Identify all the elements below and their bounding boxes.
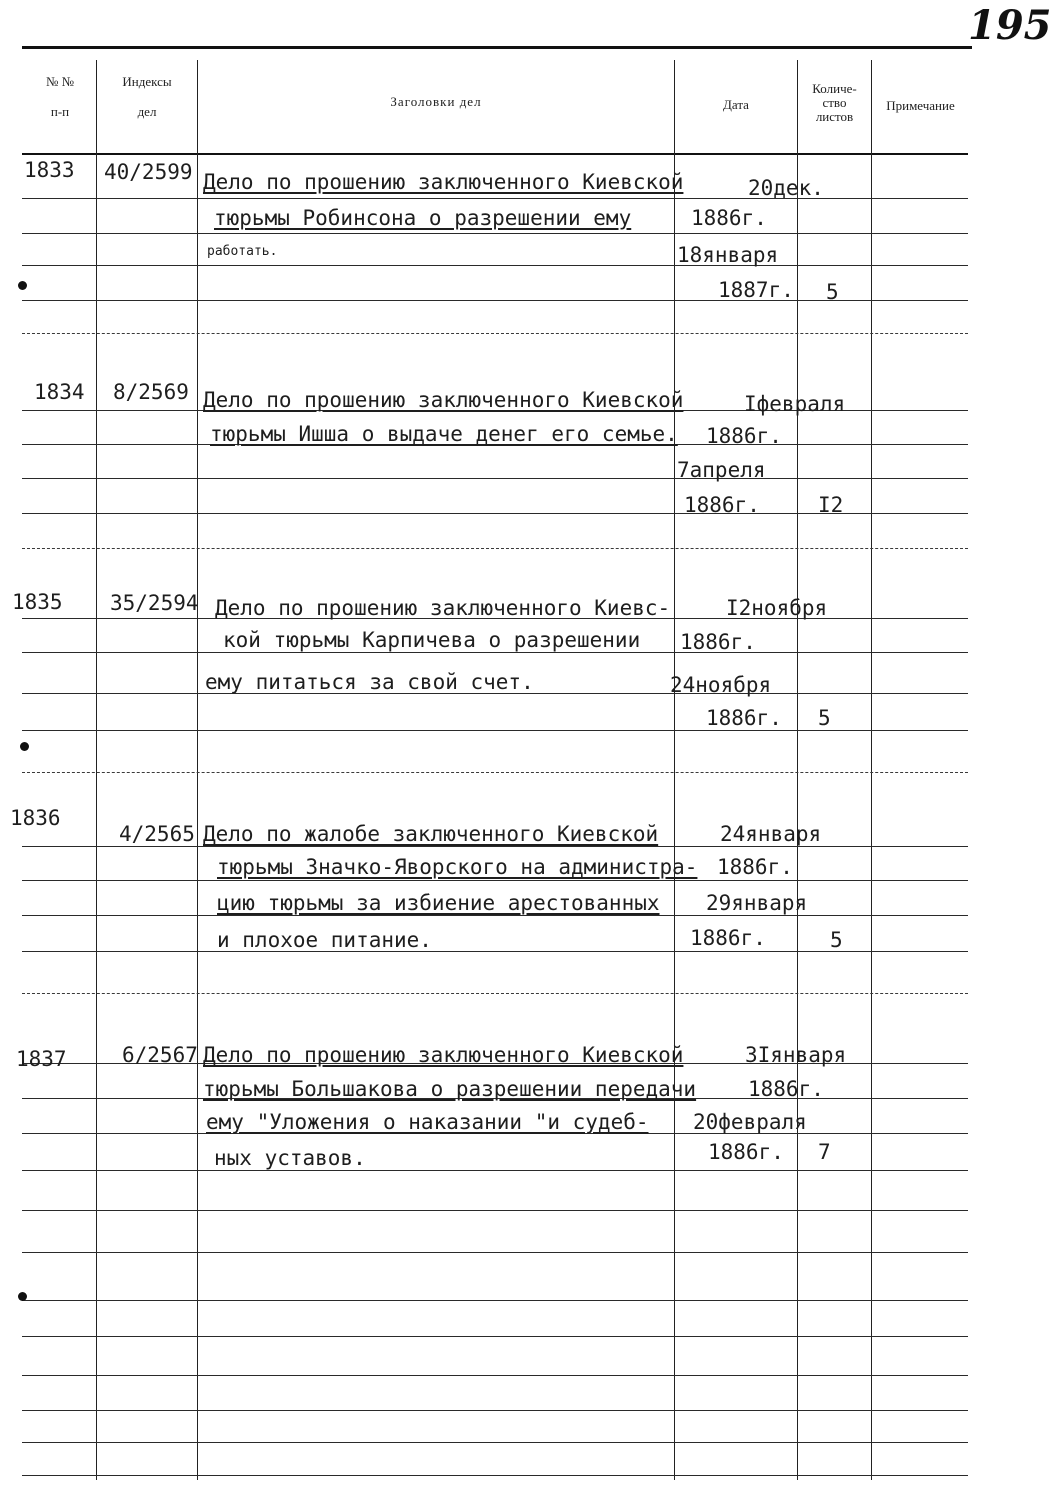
header-sheet-count: Количе- ство листов — [812, 81, 857, 124]
row-rule — [22, 1252, 968, 1253]
record-date-line: 1886г. — [691, 206, 767, 230]
row-rule — [22, 1300, 968, 1301]
record-index: 8/2569 — [113, 380, 189, 404]
row-rule — [22, 1442, 968, 1443]
record-date-line: 20дек. — [748, 176, 824, 200]
record-date-line: 1886г. — [748, 1077, 824, 1101]
row-rule — [22, 772, 968, 773]
record-date-line: 1886г. — [708, 1140, 784, 1164]
header-index: Индексы дел — [122, 74, 172, 119]
row-rule — [22, 951, 968, 952]
record-index: 40/2599 — [104, 160, 193, 184]
record-index: 4/2565 — [119, 822, 195, 846]
record-title-line: и плохое питание. — [217, 928, 432, 952]
row-rule — [22, 880, 968, 881]
row-rule — [22, 265, 968, 266]
record-date-line: Iфевраля — [744, 392, 846, 416]
record-date-line: 1886г. — [684, 493, 760, 517]
sheet-number: 195 — [968, 2, 1052, 49]
record-date-line: 20февраля — [693, 1110, 807, 1134]
record-date-line: 3Iянваря — [745, 1043, 847, 1067]
row-rule — [22, 730, 968, 731]
header-date: Дата — [723, 97, 749, 112]
binding-hole — [18, 1292, 27, 1301]
row-rule — [22, 233, 968, 234]
record-date-line: 1886г. — [717, 855, 793, 879]
record-sheet-count: 5 — [818, 706, 831, 730]
row-rule — [22, 1410, 968, 1411]
record-index: 6/2567 — [122, 1043, 198, 1067]
record-title-line: Дело по прошению заключенного Киевской — [203, 388, 684, 412]
record-number: 1837 — [16, 1047, 67, 1071]
row-rule — [22, 1375, 968, 1376]
binding-hole — [18, 281, 27, 290]
record-title-line: Дело по прошению заключенного Киевской — [203, 170, 684, 194]
header-number: № № п-п — [45, 74, 75, 119]
row-rule — [22, 1170, 968, 1171]
record-title-line: тюрьмы Значко-Яворского на администра- — [217, 855, 698, 879]
record-date-line: 29января — [706, 891, 808, 915]
record-date-line: 7апреля — [677, 458, 766, 482]
row-rule — [22, 1210, 968, 1211]
row-rule — [22, 652, 968, 653]
row-rule — [22, 198, 968, 199]
record-title-line: кой тюрьмы Карпичева о разрешении — [223, 628, 641, 652]
record-date-line: 24ноября — [670, 673, 772, 697]
record-date-line: 1886г. — [706, 706, 782, 730]
record-date-line: 18января — [677, 243, 779, 267]
row-rule — [22, 1475, 968, 1476]
top-rule — [22, 46, 972, 49]
record-sheet-count: 5 — [826, 280, 839, 304]
row-rule — [22, 993, 968, 994]
header-note: Примечание — [886, 98, 955, 113]
record-index: 35/2594 — [110, 591, 199, 615]
record-title-line: ему "Уложения о наказании "и судеб- — [206, 1110, 649, 1134]
record-title-line: Дело по жалобе заключенного Киевской — [203, 822, 659, 846]
record-title-line: тюрьмы Робинсона о разрешении ему — [214, 206, 632, 230]
row-rule — [22, 846, 968, 847]
record-title-line: работать. — [207, 244, 278, 259]
row-rule — [22, 548, 968, 549]
row-rule — [22, 333, 968, 334]
binding-hole — [20, 742, 29, 751]
record-date-line: I2ноября — [726, 596, 828, 620]
record-title-line: тюрьмы Ишша о выдаче денег его семье. — [210, 422, 678, 446]
record-title-line: Дело по прошению заключенного Киевской — [203, 1043, 684, 1067]
record-date-line: 1886г. — [690, 926, 766, 950]
record-sheet-count: I2 — [818, 493, 844, 517]
record-title-line: Дело по прошению заключенного Киевс- — [215, 596, 671, 620]
header-title: Заголовки дел — [390, 94, 482, 109]
row-rule — [22, 915, 968, 916]
column-divider — [871, 60, 872, 1480]
record-sheet-count: 7 — [818, 1140, 831, 1164]
column-divider — [197, 60, 198, 1480]
header-rule — [22, 153, 968, 155]
row-rule — [22, 478, 968, 479]
column-divider — [96, 60, 97, 1480]
column-divider — [797, 60, 798, 1480]
record-number: 1834 — [34, 380, 85, 404]
record-number: 1833 — [24, 158, 75, 182]
record-date-line: 1886г. — [680, 630, 756, 654]
record-title-line: тюрьмы Большакова о разрешении передачи — [203, 1077, 697, 1101]
column-divider — [674, 60, 675, 1480]
record-date-line: 1886г. — [706, 424, 782, 448]
record-number: 1835 — [12, 590, 63, 614]
row-rule — [22, 1336, 968, 1337]
record-date-line: 24января — [720, 822, 822, 846]
record-title-line: цию тюрьмы за избиение арестованных — [217, 891, 660, 915]
record-number: 1836 — [10, 806, 61, 830]
record-sheet-count: 5 — [830, 928, 843, 952]
record-title-line: ему питаться за свой счет. — [205, 670, 534, 694]
record-title-line: ных уставов. — [214, 1146, 366, 1170]
record-date-line: 1887г. — [718, 278, 794, 302]
